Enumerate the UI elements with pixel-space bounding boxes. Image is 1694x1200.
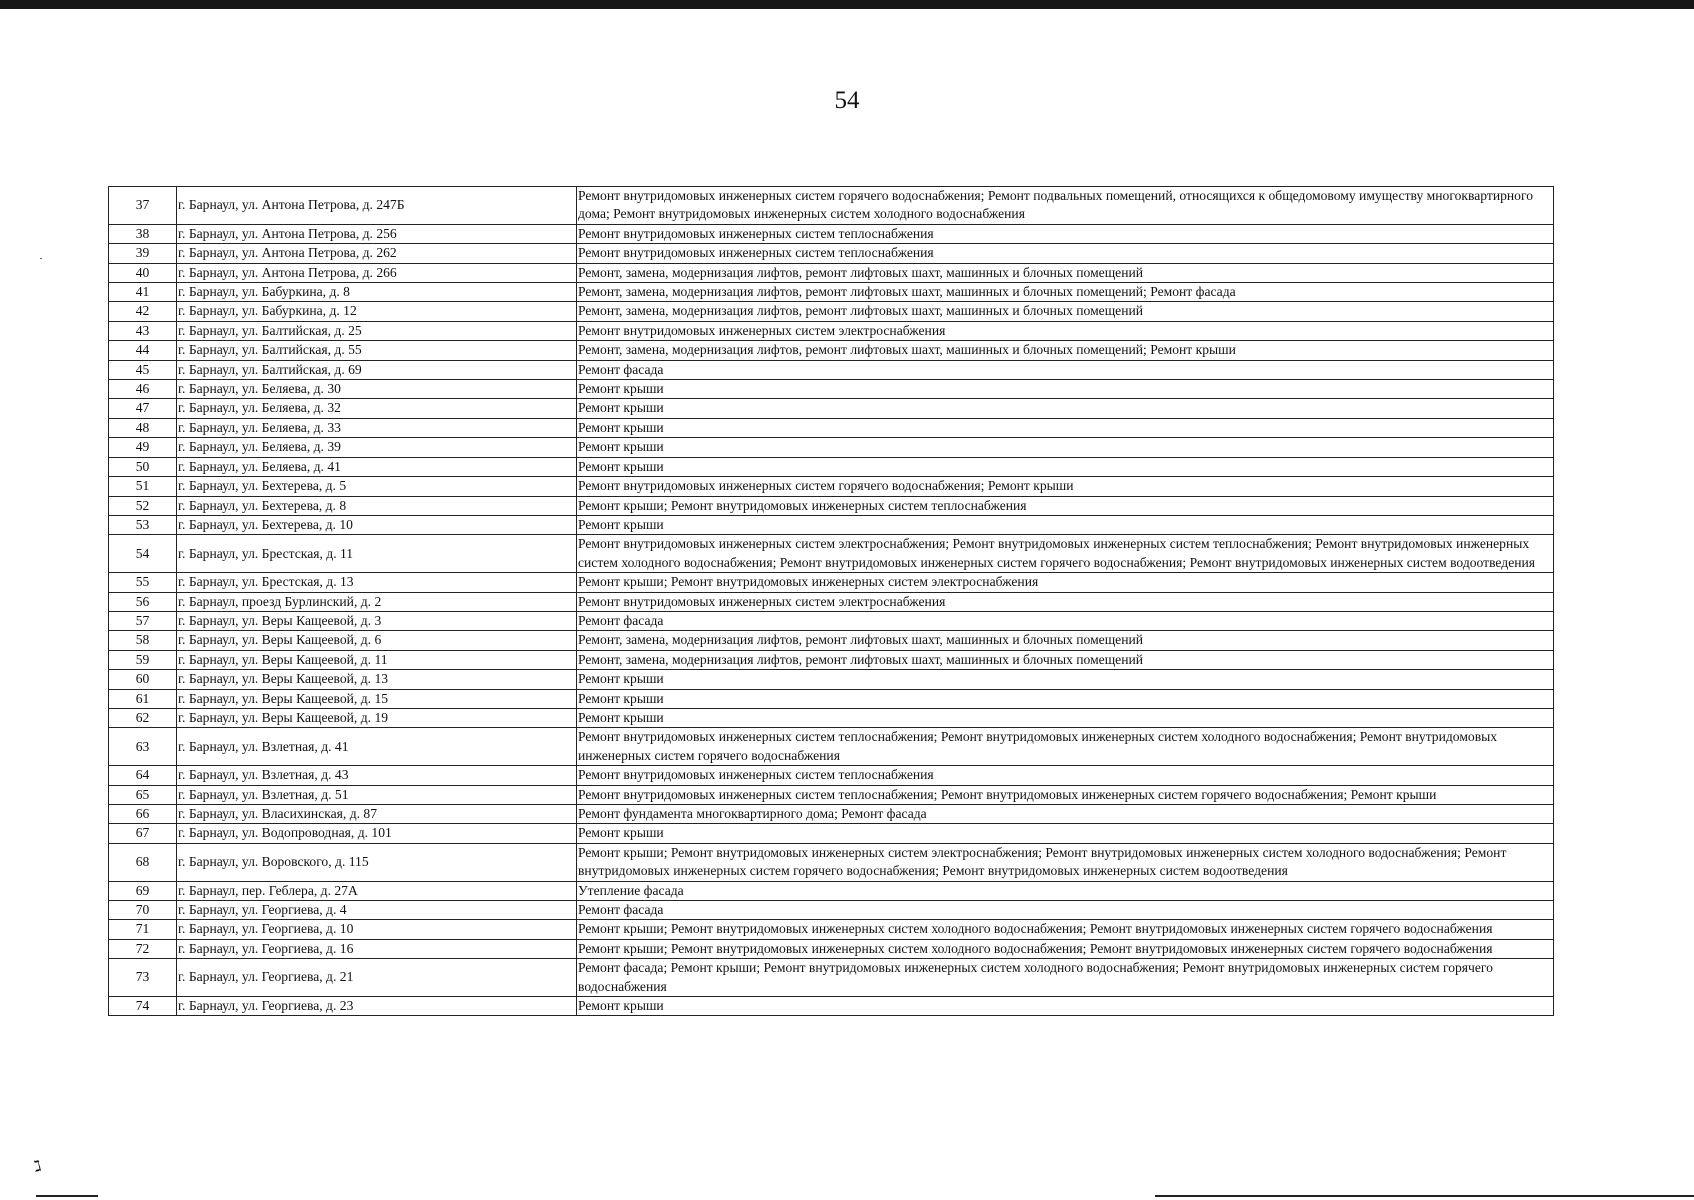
repair-work-cell: Ремонт крыши; Ремонт внутридомовых инженерных систем электроснабжения; Ремонт внутридомовых инженерных систем холодного водоснабжения; Ремонт внутридомовых инженерных систем горячего водоснабжения; Ремонт внутридомовых инженерных систем водоотведения xyxy=(577,843,1554,881)
address-cell: г. Барнаул, ул. Георгиева, д. 4 xyxy=(177,901,577,920)
row-number-cell: 38 xyxy=(109,224,177,243)
table-row xyxy=(109,380,1554,399)
row-number-cell: 43 xyxy=(109,321,177,340)
table-row xyxy=(109,939,1554,958)
row-number-cell: 59 xyxy=(109,650,177,669)
row-number-cell: 42 xyxy=(109,302,177,321)
address-cell: г. Барнаул, ул. Беляева, д. 39 xyxy=(177,438,577,457)
address-cell: г. Барнаул, ул. Взлетная, д. 43 xyxy=(177,766,577,785)
row-number-cell: 57 xyxy=(109,611,177,630)
repair-work-cell: Ремонт крыши xyxy=(577,380,1554,399)
scan-bottom-line-right xyxy=(1155,1195,1694,1197)
repair-work-cell: Ремонт фасада xyxy=(577,901,1554,920)
repair-work-cell: Ремонт внутридомовых инженерных систем горячего водоснабжения; Ремонт крыши xyxy=(577,477,1554,496)
repair-work-cell: Ремонт внутридомовых инженерных систем теплоснабжения xyxy=(577,244,1554,263)
row-number-cell: 37 xyxy=(109,187,177,225)
repair-work-cell: Ремонт крыши xyxy=(577,670,1554,689)
table-row xyxy=(109,573,1554,592)
repair-work-cell: Ремонт крыши; Ремонт внутридомовых инженерных систем холодного водоснабжения; Ремонт внутридомовых инженерных систем горячего водоснабжения xyxy=(577,939,1554,958)
address-cell: г. Барнаул, ул. Воровского, д. 115 xyxy=(177,843,577,881)
repair-work-cell: Ремонт крыши; Ремонт внутридомовых инженерных систем теплоснабжения xyxy=(577,496,1554,515)
row-number-cell: 41 xyxy=(109,283,177,302)
address-cell: г. Барнаул, ул. Антона Петрова, д. 262 xyxy=(177,244,577,263)
repair-work-cell: Ремонт фасада xyxy=(577,360,1554,379)
repair-work-cell: Ремонт крыши xyxy=(577,515,1554,534)
row-number-cell: 50 xyxy=(109,457,177,476)
row-number-cell: 51 xyxy=(109,477,177,496)
address-cell: г. Барнаул, ул. Беляева, д. 32 xyxy=(177,399,577,418)
row-number-cell: 44 xyxy=(109,341,177,360)
repair-work-cell: Ремонт внутридомовых инженерных систем теплоснабжения xyxy=(577,224,1554,243)
row-number-cell: 70 xyxy=(109,901,177,920)
table-row xyxy=(109,824,1554,843)
address-cell: г. Барнаул, ул. Веры Кащеевой, д. 6 xyxy=(177,631,577,650)
row-number-cell: 52 xyxy=(109,496,177,515)
repair-work-cell: Ремонт внутридомовых инженерных систем теплоснабжения; Ремонт внутридомовых инженерных систем холодного водоснабжения; Ремонт внутридомовых инженерных систем горячего водоснабжения xyxy=(577,728,1554,766)
table-row xyxy=(109,187,1554,225)
address-cell: г. Барнаул, ул. Балтийская, д. 25 xyxy=(177,321,577,340)
table-row xyxy=(109,283,1554,302)
table-row xyxy=(109,766,1554,785)
row-number-cell: 69 xyxy=(109,881,177,900)
page-number: 54 xyxy=(834,87,860,114)
table-row xyxy=(109,418,1554,437)
repair-work-cell: Ремонт внутридомовых инженерных систем теплоснабжения xyxy=(577,766,1554,785)
table-row xyxy=(109,477,1554,496)
table-row xyxy=(109,708,1554,727)
address-cell: г. Барнаул, ул. Веры Кащеевой, д. 11 xyxy=(177,650,577,669)
repair-work-cell: Утепление фасада xyxy=(577,881,1554,900)
row-number-cell: 62 xyxy=(109,708,177,727)
table-row xyxy=(109,843,1554,881)
row-number-cell: 56 xyxy=(109,592,177,611)
table-row xyxy=(109,670,1554,689)
repair-work-cell: Ремонт фасада; Ремонт крыши; Ремонт внутридомовых инженерных систем холодного водоснабжения; Ремонт внутридомовых инженерных систем горячего водоснабжения xyxy=(577,959,1554,997)
repair-work-cell: Ремонт, замена, модернизация лифтов, ремонт лифтовых шахт, машинных и блочных помещений xyxy=(577,263,1554,282)
row-number-cell: 48 xyxy=(109,418,177,437)
repair-work-cell: Ремонт крыши xyxy=(577,997,1554,1016)
address-cell: г. Барнаул, ул. Антона Петрова, д. 266 xyxy=(177,263,577,282)
repair-work-cell: Ремонт крыши xyxy=(577,438,1554,457)
row-number-cell: 64 xyxy=(109,766,177,785)
table-row xyxy=(109,920,1554,939)
row-number-cell: 61 xyxy=(109,689,177,708)
scan-speck xyxy=(40,258,42,259)
row-number-cell: 58 xyxy=(109,631,177,650)
repair-work-cell: Ремонт внутридомовых инженерных систем электроснабжения xyxy=(577,321,1554,340)
scan-top-border xyxy=(0,0,1694,9)
row-number-cell: 53 xyxy=(109,515,177,534)
address-cell: г. Барнаул, ул. Взлетная, д. 41 xyxy=(177,728,577,766)
repair-work-cell: Ремонт, замена, модернизация лифтов, ремонт лифтовых шахт, машинных и блочных помещений xyxy=(577,631,1554,650)
repair-work-cell: Ремонт внутридомовых инженерных систем горячего водоснабжения; Ремонт подвальных помещений, относящихся к общедомовому имуществу многоквартирного дома; Ремонт внутридомовых инженерных систем холодного водоснабжения xyxy=(577,187,1554,225)
table-row xyxy=(109,515,1554,534)
table-row xyxy=(109,399,1554,418)
row-number-cell: 73 xyxy=(109,959,177,997)
repair-work-cell: Ремонт, замена, модернизация лифтов, ремонт лифтовых шахт, машинных и блочных помещений; Ремонт крыши xyxy=(577,341,1554,360)
repair-work-cell: Ремонт крыши xyxy=(577,457,1554,476)
address-cell: г. Барнаул, ул. Георгиева, д. 16 xyxy=(177,939,577,958)
row-number-cell: 40 xyxy=(109,263,177,282)
row-number-cell: 71 xyxy=(109,920,177,939)
address-cell: г. Барнаул, ул. Беляева, д. 33 xyxy=(177,418,577,437)
row-number-cell: 67 xyxy=(109,824,177,843)
repair-registry-table xyxy=(108,186,1554,1016)
repair-work-cell: Ремонт крыши xyxy=(577,689,1554,708)
row-number-cell: 74 xyxy=(109,997,177,1016)
address-cell: г. Барнаул, ул. Беляева, д. 41 xyxy=(177,457,577,476)
address-cell: г. Барнаул, ул. Веры Кащеевой, д. 15 xyxy=(177,689,577,708)
repair-work-cell: Ремонт крыши xyxy=(577,399,1554,418)
table-row xyxy=(109,631,1554,650)
repair-work-cell: Ремонт крыши; Ремонт внутридомовых инженерных систем электроснабжения xyxy=(577,573,1554,592)
row-number-cell: 68 xyxy=(109,843,177,881)
repair-work-cell: Ремонт крыши; Ремонт внутридомовых инженерных систем холодного водоснабжения; Ремонт внутридомовых инженерных систем горячего водоснабжения xyxy=(577,920,1554,939)
table-row xyxy=(109,457,1554,476)
repair-work-cell: Ремонт крыши xyxy=(577,708,1554,727)
table-row xyxy=(109,438,1554,457)
repair-work-cell: Ремонт крыши xyxy=(577,824,1554,843)
address-cell: г. Барнаул, ул. Балтийская, д. 69 xyxy=(177,360,577,379)
table-row xyxy=(109,728,1554,766)
address-cell: г. Барнаул, ул. Антона Петрова, д. 256 xyxy=(177,224,577,243)
table-row xyxy=(109,360,1554,379)
table-row xyxy=(109,263,1554,282)
table-row xyxy=(109,302,1554,321)
table-row xyxy=(109,496,1554,515)
address-cell: г. Барнаул, ул. Веры Кащеевой, д. 19 xyxy=(177,708,577,727)
table-row xyxy=(109,611,1554,630)
repair-work-cell: Ремонт крыши xyxy=(577,418,1554,437)
row-number-cell: 60 xyxy=(109,670,177,689)
address-cell: г. Барнаул, ул. Бехтерева, д. 5 xyxy=(177,477,577,496)
table-row xyxy=(109,224,1554,243)
table-row xyxy=(109,535,1554,573)
repair-work-cell: Ремонт фасада xyxy=(577,611,1554,630)
repair-work-cell: Ремонт, замена, модернизация лифтов, ремонт лифтовых шахт, машинных и блочных помещений; Ремонт фасада xyxy=(577,283,1554,302)
row-number-cell: 49 xyxy=(109,438,177,457)
table-row xyxy=(109,785,1554,804)
repair-work-cell: Ремонт внутридомовых инженерных систем электроснабжения xyxy=(577,592,1554,611)
row-number-cell: 66 xyxy=(109,805,177,824)
table-row xyxy=(109,244,1554,263)
repair-work-cell: Ремонт, замена, модернизация лифтов, ремонт лифтовых шахт, машинных и блочных помещений xyxy=(577,650,1554,669)
repair-work-cell: Ремонт фундамента многоквартирного дома; Ремонт фасада xyxy=(577,805,1554,824)
address-cell: г. Барнаул, ул. Антона Петрова, д. 247Б xyxy=(177,187,577,225)
address-cell: г. Барнаул, проезд Бурлинский, д. 2 xyxy=(177,592,577,611)
table-row xyxy=(109,650,1554,669)
repair-work-cell: Ремонт внутридомовых инженерных систем электроснабжения; Ремонт внутридомовых инженерных систем теплоснабжения; Ремонт внутридомовых инженерных систем холодного водоснабжения; Ремонт внутридомовых инженерных систем горячего водоснабжения; Ремонт внутридомовых инженерных систем водоотведения xyxy=(577,535,1554,573)
row-number-cell: 55 xyxy=(109,573,177,592)
address-cell: г. Барнаул, ул. Взлетная, д. 51 xyxy=(177,785,577,804)
table-row xyxy=(109,689,1554,708)
address-cell: г. Барнаул, ул. Балтийская, д. 55 xyxy=(177,341,577,360)
address-cell: г. Барнаул, ул. Беляева, д. 30 xyxy=(177,380,577,399)
address-cell: г. Барнаул, ул. Георгиева, д. 23 xyxy=(177,997,577,1016)
table-row xyxy=(109,901,1554,920)
address-cell: г. Барнаул, ул. Бабуркина, д. 12 xyxy=(177,302,577,321)
row-number-cell: 39 xyxy=(109,244,177,263)
scan-bottom-line-left xyxy=(36,1195,98,1197)
corner-scan-mark: ℷ xyxy=(32,1156,43,1176)
row-number-cell: 47 xyxy=(109,399,177,418)
address-cell: г. Барнаул, ул. Георгиева, д. 21 xyxy=(177,959,577,997)
row-number-cell: 46 xyxy=(109,380,177,399)
address-cell: г. Барнаул, ул. Веры Кащеевой, д. 3 xyxy=(177,611,577,630)
row-number-cell: 54 xyxy=(109,535,177,573)
table-row xyxy=(109,321,1554,340)
address-cell: г. Барнаул, ул. Бехтерева, д. 8 xyxy=(177,496,577,515)
address-cell: г. Барнаул, ул. Георгиева, д. 10 xyxy=(177,920,577,939)
row-number-cell: 45 xyxy=(109,360,177,379)
table-row xyxy=(109,341,1554,360)
table-row xyxy=(109,997,1554,1016)
address-cell: г. Барнаул, ул. Власихинская, д. 87 xyxy=(177,805,577,824)
repair-work-cell: Ремонт, замена, модернизация лифтов, ремонт лифтовых шахт, машинных и блочных помещений xyxy=(577,302,1554,321)
table-row xyxy=(109,805,1554,824)
row-number-cell: 63 xyxy=(109,728,177,766)
address-cell: г. Барнаул, пер. Геблера, д. 27А xyxy=(177,881,577,900)
registry-table-body xyxy=(109,187,1554,1016)
row-number-cell: 72 xyxy=(109,939,177,958)
row-number-cell: 65 xyxy=(109,785,177,804)
table-row xyxy=(109,881,1554,900)
address-cell: г. Барнаул, ул. Брестская, д. 13 xyxy=(177,573,577,592)
address-cell: г. Барнаул, ул. Бабуркина, д. 8 xyxy=(177,283,577,302)
address-cell: г. Барнаул, ул. Бехтерева, д. 10 xyxy=(177,515,577,534)
address-cell: г. Барнаул, ул. Водопроводная, д. 101 xyxy=(177,824,577,843)
table-row xyxy=(109,592,1554,611)
address-cell: г. Барнаул, ул. Брестская, д. 11 xyxy=(177,535,577,573)
table-row xyxy=(109,959,1554,997)
repair-work-cell: Ремонт внутридомовых инженерных систем теплоснабжения; Ремонт внутридомовых инженерных систем горячего водоснабжения; Ремонт крыши xyxy=(577,785,1554,804)
address-cell: г. Барнаул, ул. Веры Кащеевой, д. 13 xyxy=(177,670,577,689)
